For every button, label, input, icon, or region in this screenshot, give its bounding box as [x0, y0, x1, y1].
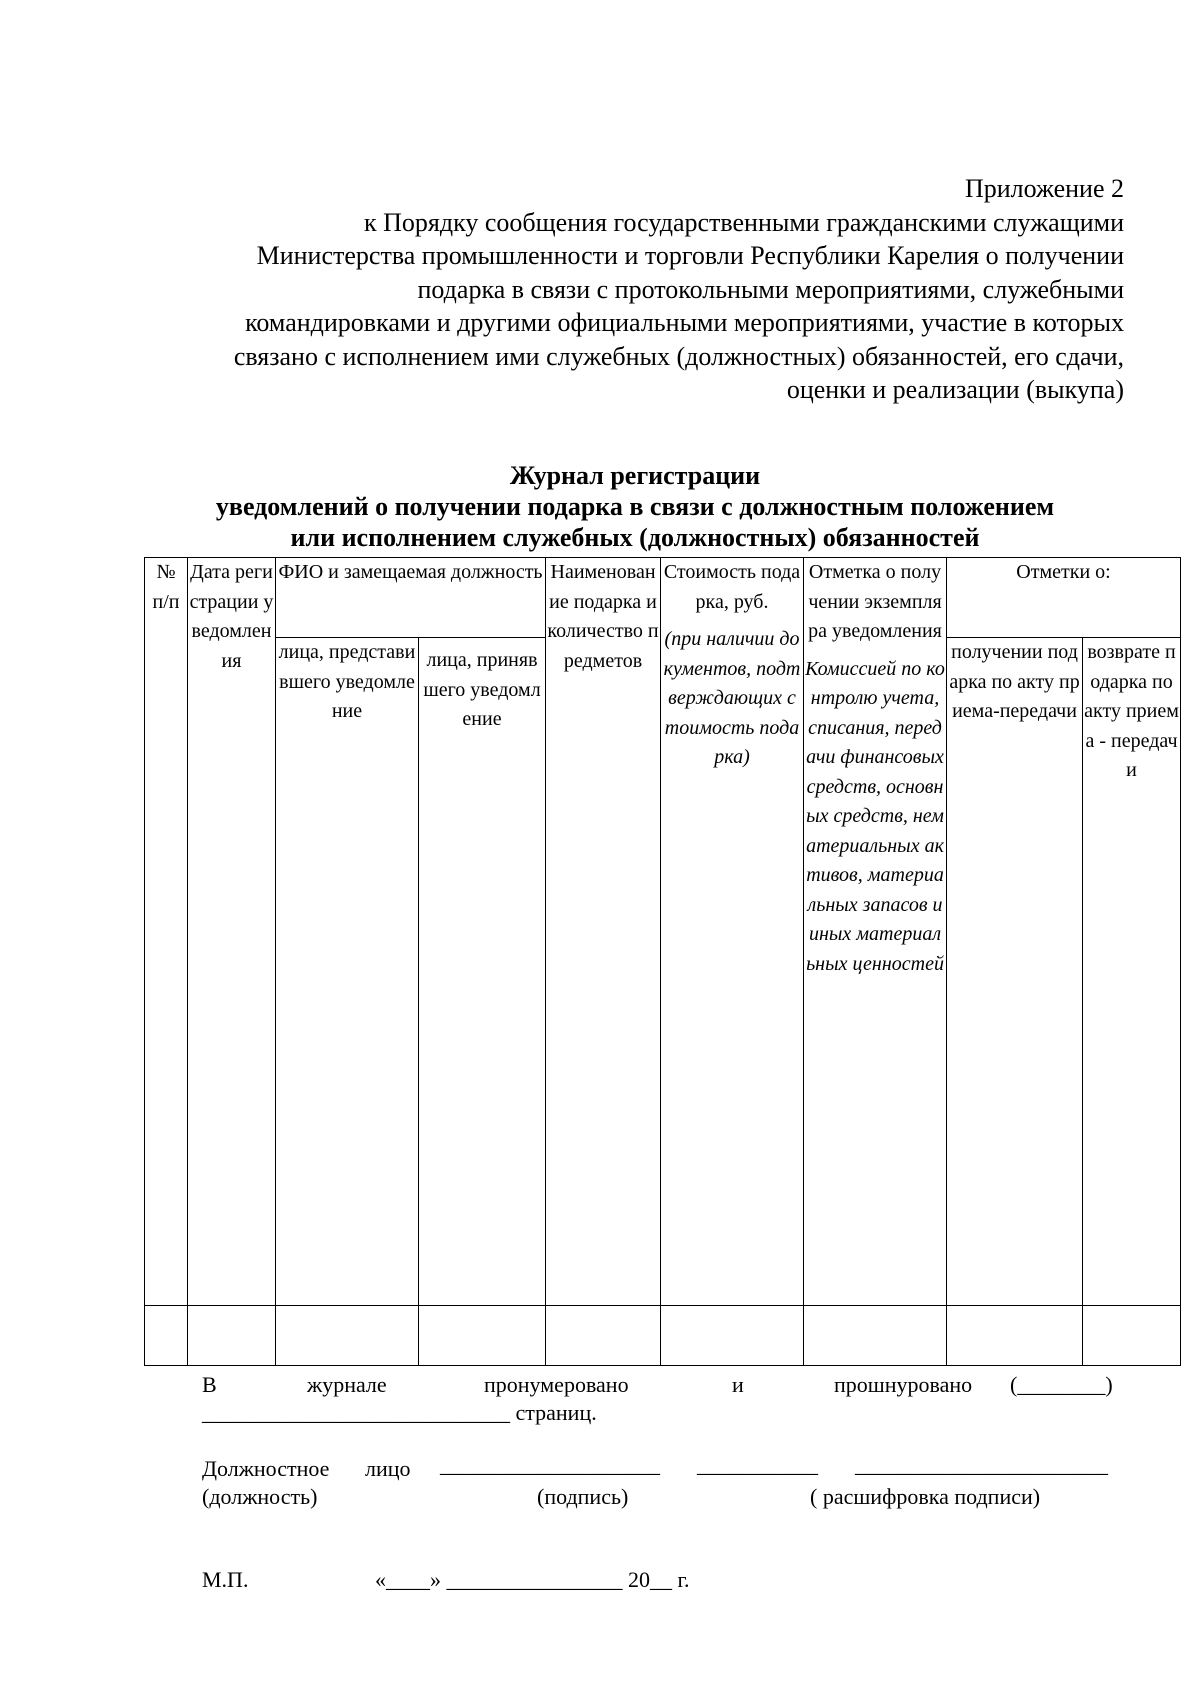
footer-pages-line: ____________________________ страниц.	[202, 1400, 597, 1425]
table-cell	[145, 1306, 188, 1366]
caption-decode: ( расшифровка подписи)	[810, 1484, 1041, 1509]
journal-table	[144, 557, 1181, 1366]
title-line-2: уведомлений о получении подарка в связи с должностным положением	[215, 492, 1055, 521]
appendix-line: к Порядку сообщения государственными гражданскими служащими	[364, 207, 1124, 237]
blank-position: ____________________	[440, 1452, 660, 1477]
header-gift-name-text: Наименование подарка и количество предметов	[547, 561, 659, 672]
header-receipt-mark	[804, 558, 947, 1306]
footer-word: пронумеровано	[484, 1372, 629, 1397]
header-fio-receiver: лица, принявшего уведомление	[419, 638, 546, 1306]
appendix-line: оценки и реализации (выкупа)	[786, 375, 1124, 404]
caption-position: (должность)	[202, 1484, 318, 1509]
table-cell	[947, 1306, 1083, 1366]
header-fio-position: ФИО и замещаемая должность	[276, 558, 546, 638]
appendix-line: Приложение 2	[964, 174, 1124, 203]
title-line-3: или исполнением служебных (должностных) обязанностей	[290, 523, 980, 552]
table-cell	[661, 1306, 804, 1366]
table-cell	[419, 1306, 546, 1366]
header-gift-cost-note: (при наличии документов, подтверждающих стоимость подарка)	[663, 628, 801, 768]
caption-signature: (подпись)	[537, 1484, 629, 1509]
header-marks: Отметки о:	[947, 558, 1181, 638]
blank-signature: ___________	[697, 1452, 818, 1477]
official-label-2: лицо	[365, 1456, 411, 1481]
header-number: № п/п	[145, 558, 188, 1306]
stamp-place: М.П.	[202, 1567, 249, 1592]
appendix-line: подарка в связи с протокольными мероприятиями, служебными	[417, 274, 1124, 304]
appendix-line: командировками и другими официальными мероприятиями, участие в которых	[245, 308, 1124, 337]
document-title	[0, 460, 1200, 553]
title-line-1: Журнал регистрации	[509, 461, 761, 490]
footer-word: журнале	[307, 1372, 387, 1397]
footer-word: прошнуровано	[834, 1372, 973, 1397]
blank-decode: _______________________	[855, 1452, 1108, 1477]
header-receipt-mark-note: Комиссией по контролю учета, списания, передачи финансовых средств, основных средств, нематериальных активов, материальных запасов и иных материальных ценностей	[805, 657, 945, 975]
appendix-header	[124, 172, 1124, 407]
appendix-line: Министерства промышленности и торговли Республики Карелия о получении	[256, 241, 1124, 270]
appendix-line: связано с исполнением ими служебных (должностных) обязанностей, его сдачи,	[233, 341, 1124, 371]
header-receipt-mark-text: Отметка о получении экземпляра уведомления	[808, 561, 942, 642]
footer-word: В	[202, 1372, 217, 1397]
official-label: Должностное	[202, 1456, 330, 1481]
footer-word: и	[732, 1372, 744, 1397]
table-row	[145, 1306, 1181, 1366]
footer-word: (________)	[1010, 1372, 1113, 1397]
header-gift-cost	[661, 558, 804, 1306]
table-cell	[804, 1306, 947, 1366]
header-registration-date: Дата регистрации уведомления	[188, 558, 276, 1306]
header-marks-receipt: получении подарка по акту приема-передачи	[947, 638, 1083, 1306]
header-marks-return: возврате подарка по акту приема - передачи	[1083, 638, 1181, 1306]
header-gift-name	[546, 558, 661, 1306]
table-cell	[1083, 1306, 1181, 1366]
table-cell	[188, 1306, 276, 1366]
header-gift-cost-text: Стоимость подарка, руб.	[663, 561, 801, 613]
header-fio-submitter: лица, представившего уведомление	[276, 638, 419, 1306]
table-cell	[276, 1306, 419, 1366]
date-line: «____» ________________ 20__ г.	[375, 1567, 690, 1592]
table-cell	[546, 1306, 661, 1366]
